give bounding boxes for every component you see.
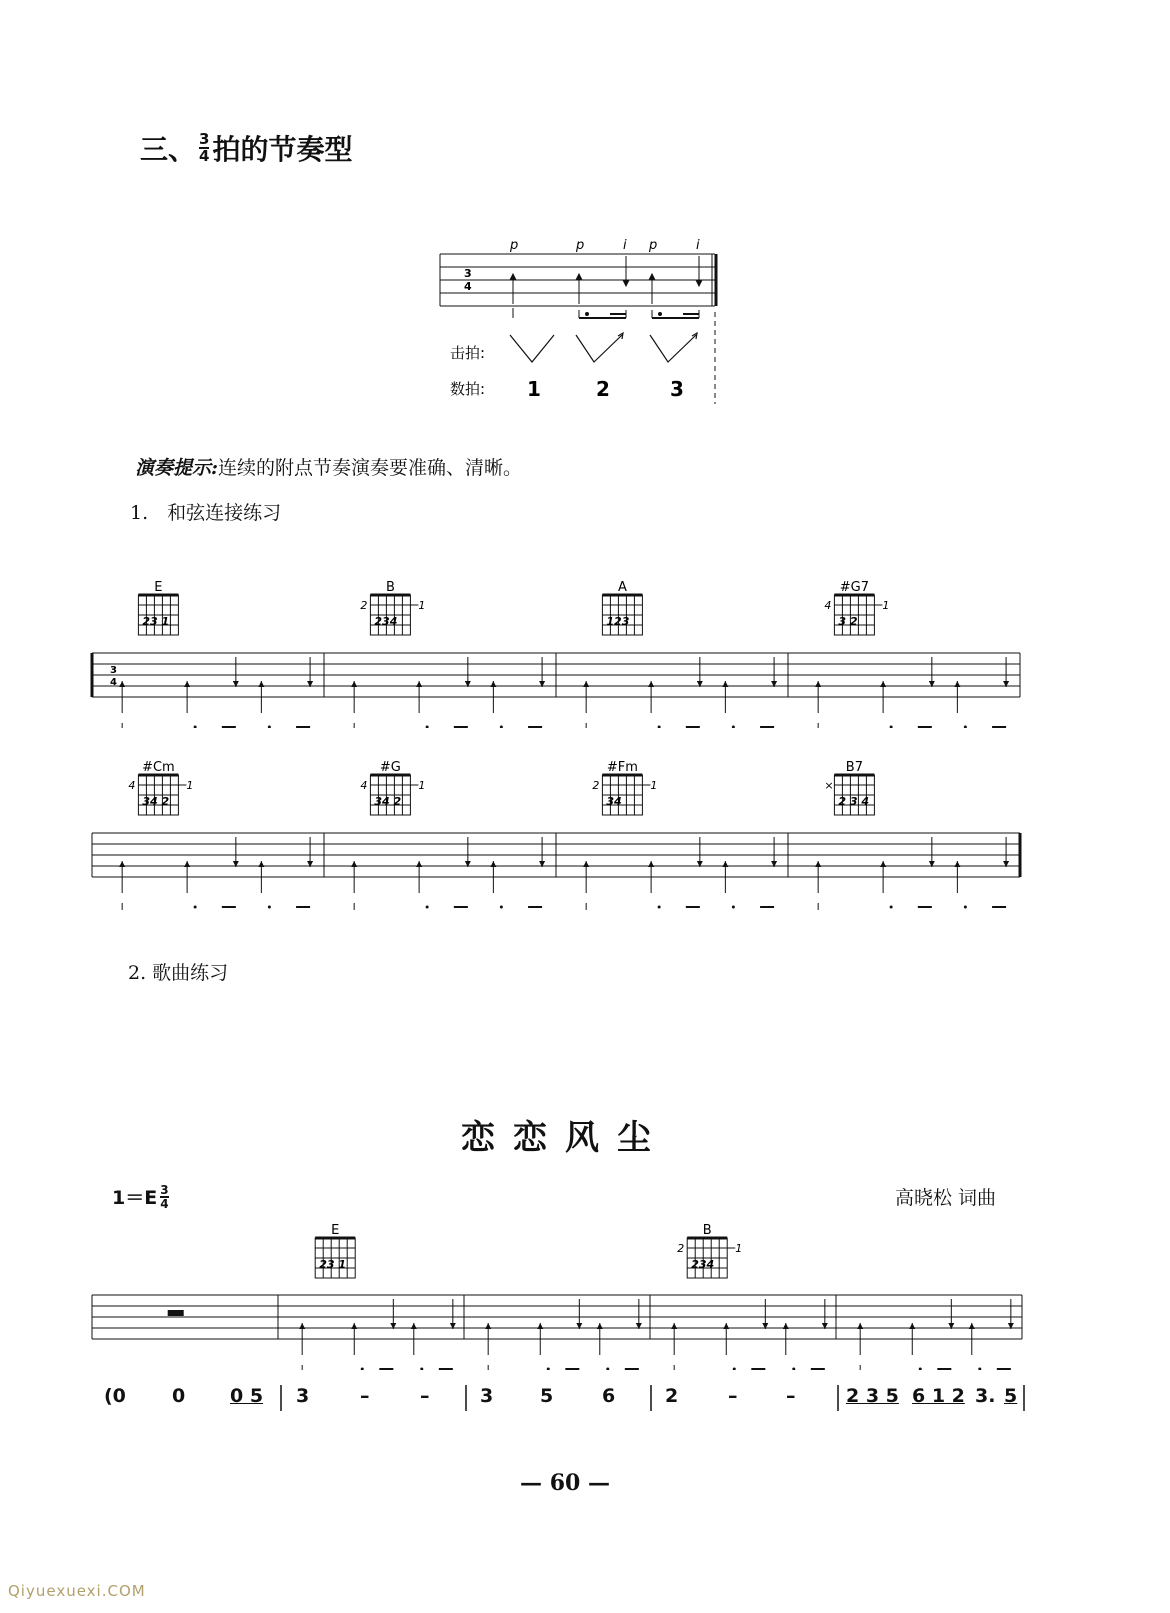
dot xyxy=(194,906,197,909)
up-arrow-icon xyxy=(258,681,264,687)
up-arrow-icon xyxy=(671,1323,677,1329)
chord-fingering: 2 3 4 xyxy=(838,795,870,808)
finger-label: p xyxy=(510,238,519,253)
dot xyxy=(792,1368,795,1371)
up-arrow-icon xyxy=(723,1323,729,1329)
up-arrow-icon xyxy=(880,861,886,867)
dot xyxy=(890,726,893,729)
up-arrow-icon xyxy=(351,1323,357,1329)
jianpu-note: 6 xyxy=(602,1385,616,1407)
chord-diagram xyxy=(602,580,642,635)
dot xyxy=(732,906,735,909)
page-number: — 60 — xyxy=(520,1470,610,1496)
beat-gestures xyxy=(510,333,697,362)
chord-diagram xyxy=(315,1223,355,1278)
chord-name: #Cm xyxy=(142,760,175,775)
dot xyxy=(658,726,661,729)
dot xyxy=(426,906,429,909)
up-arrow-icon xyxy=(351,681,357,687)
jianpu-note: 3 xyxy=(480,1385,494,1407)
performance-tip xyxy=(135,453,522,480)
chord-fingering: 34 2 xyxy=(374,795,402,808)
finger-label: p xyxy=(576,238,585,253)
up-arrow-icon xyxy=(490,861,496,867)
dot xyxy=(426,726,429,729)
dot xyxy=(964,906,967,909)
chord-diagram xyxy=(128,760,193,815)
chord-name: #G7 xyxy=(839,580,870,595)
tip-label: 演奏提示: xyxy=(135,457,219,479)
chord-fret-number: 4 xyxy=(824,599,832,612)
dot xyxy=(194,726,197,729)
chord-diagram xyxy=(824,760,874,815)
jianpu-note: (0 xyxy=(104,1385,126,1407)
chord-name: #Fm xyxy=(606,760,638,775)
key-den: 4 xyxy=(160,1196,169,1211)
key-time-signature xyxy=(160,1184,168,1210)
song-title: 恋恋风尘 xyxy=(461,1118,669,1158)
up-arrow-icon xyxy=(815,861,821,867)
jianpu-note: 0 xyxy=(172,1385,186,1407)
exercise-1-title: 1. 和弦连接练习 xyxy=(130,502,282,524)
up-arrow-icon xyxy=(416,681,422,687)
chord-fingering: 34 2 xyxy=(142,795,170,808)
chord-name: A xyxy=(617,580,627,595)
chord-diagram xyxy=(677,1223,742,1278)
chord-diagram xyxy=(592,760,657,815)
up-arrow-icon xyxy=(299,1323,305,1329)
up-arrow-icon xyxy=(485,1323,491,1329)
dot xyxy=(919,1368,922,1371)
up-arrow-icon xyxy=(909,1323,915,1329)
chord-fret-number: 2 xyxy=(592,779,600,792)
beat-label: 击拍: xyxy=(450,344,486,362)
chord-fingering: 234 xyxy=(691,1258,715,1271)
beat-counts xyxy=(527,377,684,401)
up-arrow-icon xyxy=(258,861,264,867)
up-arrow-icon xyxy=(815,681,821,687)
chord-fret-number: × xyxy=(824,779,834,792)
up-arrow-icon xyxy=(184,681,190,687)
jianpu-note: – xyxy=(420,1385,430,1407)
jianpu-note: 3. xyxy=(975,1385,996,1407)
dot xyxy=(658,906,661,909)
dot xyxy=(420,1368,423,1371)
time-sig-den: 4 xyxy=(110,677,117,688)
chord-diagram xyxy=(360,580,425,635)
chord-fingering: 23 1 xyxy=(142,615,170,628)
up-arrow-icon xyxy=(583,861,589,867)
barre-label: 1 xyxy=(882,599,890,612)
finger-labels xyxy=(509,238,700,253)
up-arrow-icon xyxy=(119,861,125,867)
chord-exercise-row-2 xyxy=(90,760,1030,910)
count-label: 数拍: xyxy=(450,380,486,398)
pattern-time-den: 4 xyxy=(464,280,472,293)
jianpu-note: 6 1 2 xyxy=(912,1385,965,1407)
up-arrow-icon xyxy=(416,861,422,867)
jianpu-barlines xyxy=(0,1385,1170,1415)
chord-diagram xyxy=(360,760,425,815)
rhythm-pattern-diagram xyxy=(430,232,750,412)
dot xyxy=(978,1368,981,1371)
up-arrow-icon xyxy=(648,681,654,687)
up-arrow-icon xyxy=(411,1323,417,1329)
barre-label: 1 xyxy=(186,779,194,792)
up-arrow-icon xyxy=(722,861,728,867)
chord-diagram xyxy=(138,580,178,635)
finger-label: p xyxy=(649,238,658,253)
section-heading xyxy=(140,128,352,168)
finger-label: i xyxy=(623,238,627,253)
song-key xyxy=(112,1183,172,1210)
dot xyxy=(606,1368,609,1371)
up-arrow-icon xyxy=(722,681,728,687)
up-arrow-icon xyxy=(954,861,960,867)
jianpu-note: 5 xyxy=(540,1385,554,1407)
song-author: 高晓松 词曲 xyxy=(895,1187,997,1209)
dot xyxy=(268,906,271,909)
key-num: 3 xyxy=(160,1182,169,1197)
finger-label: i xyxy=(696,238,700,253)
up-arrow-icon xyxy=(880,681,886,687)
heading-num: 3 xyxy=(199,130,210,148)
up-arrow-icon xyxy=(597,1323,603,1329)
jianpu-note: 0 5 xyxy=(230,1385,264,1407)
barre-label: 1 xyxy=(418,599,426,612)
jianpu-note: – xyxy=(786,1385,796,1407)
chord-fingering: 34 xyxy=(606,795,622,808)
exercise-2-title: 2. 歌曲练习 xyxy=(128,962,229,984)
up-arrow-icon xyxy=(969,1323,975,1329)
up-arrow-icon xyxy=(537,1323,543,1329)
jianpu-note: 3 xyxy=(296,1385,310,1407)
chord-fingering: 234 xyxy=(374,615,398,628)
heading-den: 4 xyxy=(199,147,210,165)
chord-diagram xyxy=(824,580,889,635)
jianpu-note: 5 xyxy=(1004,1385,1018,1407)
whole-rest xyxy=(168,1310,184,1316)
key-text: 1＝E xyxy=(112,1187,158,1209)
chord-name: B xyxy=(702,1223,712,1238)
chord-name: #G xyxy=(379,760,401,775)
chord-name: E xyxy=(331,1223,340,1238)
rhythm-beams xyxy=(513,308,699,318)
dot xyxy=(547,1368,550,1371)
jianpu-note: 2 3 5 xyxy=(846,1385,899,1407)
barre-label: 1 xyxy=(735,1242,743,1255)
up-arrow-icon xyxy=(119,681,125,687)
time-sig-num: 3 xyxy=(110,665,117,676)
up-arrow-icon xyxy=(351,861,357,867)
dot xyxy=(361,1368,364,1371)
song-tab-staff xyxy=(90,1220,1030,1370)
up-arrow-icon xyxy=(783,1323,789,1329)
barre-label: 1 xyxy=(418,779,426,792)
pattern-time-num: 3 xyxy=(464,267,472,280)
up-arrow-icon xyxy=(490,681,496,687)
heading-suffix: 拍的节奏型 xyxy=(212,133,353,166)
up-arrow-icon xyxy=(648,861,654,867)
beat-count: 3 xyxy=(670,377,684,401)
chord-fingering: 3 2 xyxy=(838,615,858,628)
dot xyxy=(964,726,967,729)
up-arrow-icon xyxy=(583,681,589,687)
beat-count: 2 xyxy=(596,377,610,401)
tip-text: 连续的附点节奏演奏要准确、清晰。 xyxy=(218,457,523,479)
dot xyxy=(500,906,503,909)
chord-name: B7 xyxy=(845,760,864,775)
heading-prefix: 三、 xyxy=(140,133,197,166)
site-watermark: Qiyuexuexi.COM xyxy=(8,1582,146,1600)
heading-time-signature xyxy=(199,132,209,164)
chord-exercise-row-1 xyxy=(90,578,1030,728)
jianpu-note: – xyxy=(360,1385,370,1407)
up-arrow-icon xyxy=(184,861,190,867)
dot xyxy=(732,726,735,729)
chord-fret-number: 4 xyxy=(360,779,368,792)
dot xyxy=(890,906,893,909)
chord-name: E xyxy=(154,580,163,595)
jianpu-note: 2 xyxy=(665,1385,679,1407)
beat-count: 1 xyxy=(527,377,541,401)
chord-fret-number: 2 xyxy=(360,599,368,612)
dot xyxy=(268,726,271,729)
chord-fingering: 23 1 xyxy=(319,1258,346,1271)
chord-fingering: 123 xyxy=(606,615,630,628)
chord-fret-number: 4 xyxy=(128,779,136,792)
dot xyxy=(733,1368,736,1371)
barre-label: 1 xyxy=(650,779,658,792)
chord-fret-number: 2 xyxy=(677,1242,685,1255)
up-arrow-icon xyxy=(954,681,960,687)
dot xyxy=(500,726,503,729)
jianpu-note: – xyxy=(728,1385,738,1407)
chord-name: B xyxy=(385,580,395,595)
up-arrow-icon xyxy=(857,1323,863,1329)
